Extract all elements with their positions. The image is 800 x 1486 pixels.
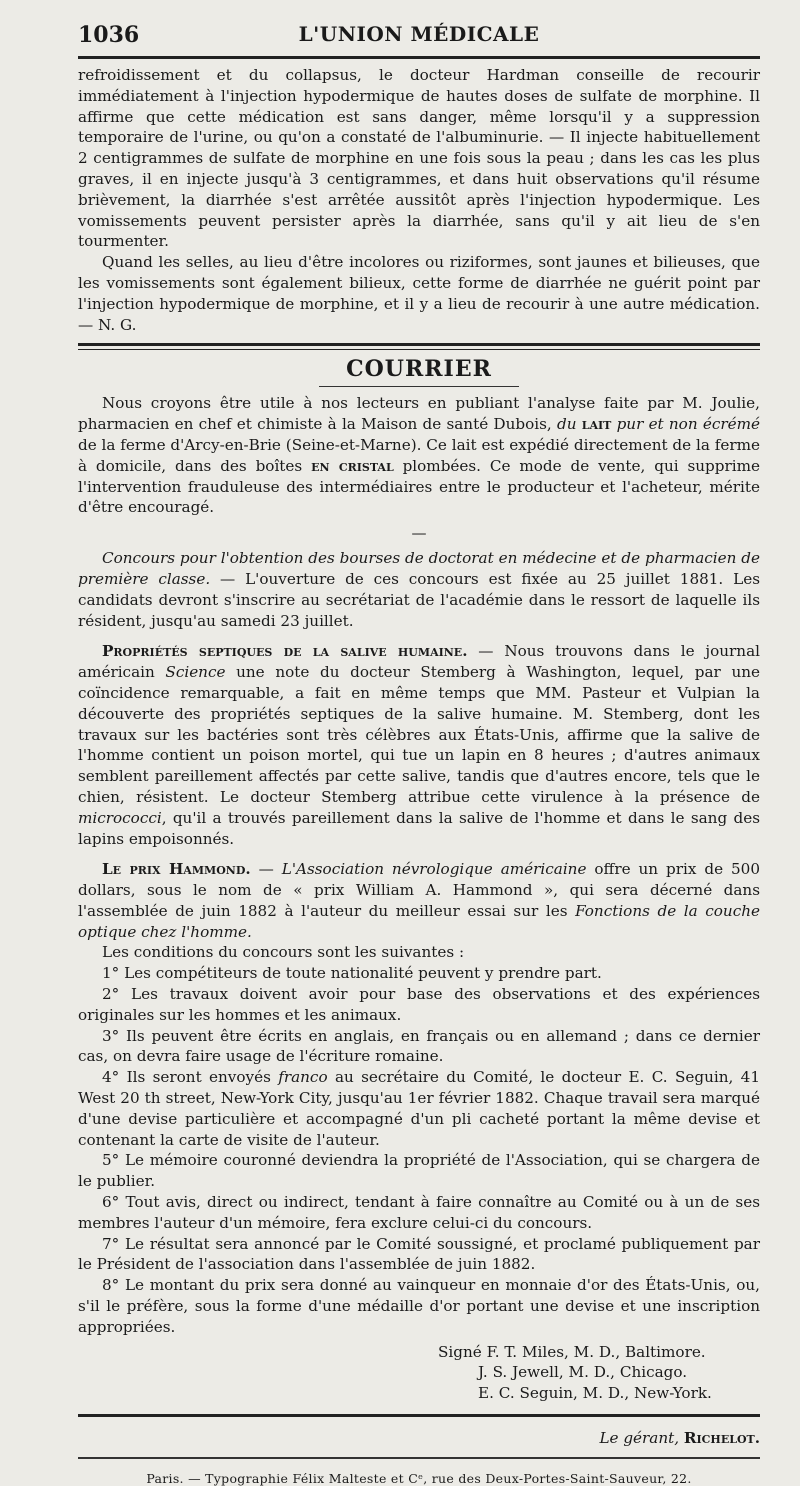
intro-paragraph-1: refroidissement et du collapsus, le docteur Hardman conseille de recourir immédiatement à l'injection hypodermique de hautes doses de sulfate de morphine. Il affirme que cette médication est sans danger, même lorsqu'il y a suppression temporaire de l'urine, ou qu'on a constaté de l'albuminurie. — Il injecte habituellement 2 centigrammes de sulfate de morphine en une fois sous la peau ; dans les cas les plus graves, il en injecte jusqu'à 3 centigrammes, et dans huit observations qu'il résume brièvement, la diarrhée s'est arrêtée aussitôt après l'injection hypodermique. Les vomissements peuvent persister après la diarrhée, sans qu'il y ait lieu de s'en tourmenter. [78,66,760,251]
milk-italic: pur et non écrémé [611,415,760,434]
intro-paragraph-2: Quand les selles, au lieu d'être incolores ou riziformes, sont jaunes et bilieuses, que les vomissements sont également bilieux, cette forme de diarrhée ne guérit point par l'injection hypodermique de morphine, et il y a lieu de recourir à une autre médication. — N. G. [78,253,760,334]
signature-line: Signé F. T. Miles, M. D., Baltimore. [438,1342,706,1361]
condition-item: 5° Le mémoire couronné deviendra la propriété de l'Association, qui se chargera de le publier. [78,1151,760,1191]
milk-text-a: Nous croyons être utile à nos lecteurs en publiant l'analyse faite par M. Joulie, pharmacien en chef et chimiste à la Maison de santé Dubois, [78,394,760,434]
hammond-label: Le prix Hammond. [102,860,251,879]
condition-item: 1° Les compétiteurs de toute nationalité peuvent y prendre part. [102,964,602,983]
condition-item: 8° Le montant du prix sera donné au vainqueur en monnaie d'or des États-Unis, ou, s'il le préfère, sous la forme d'une médaille d'or portant une devise et une inscription appropriées. [78,1276,760,1336]
salive-micrococci: micrococci [78,808,162,827]
condition-item: 6° Tout avis, direct ou indirect, tendant à faire connaître au Comité ou à un de ses membres l'auteur d'un mémoire, fera exclure celui-ci du concours. [78,1193,760,1232]
title-underline [319,386,519,387]
section-title: COURRIER [346,356,492,383]
milk-text-b: de la ferme d'Arcy-en-Brie (Seine-et-Marne). Ce lait est expédié directement de la ferme à domicile, dans des boîtes [78,435,760,475]
header-rule [78,56,760,59]
milk-lait: lait [581,415,612,434]
milk-en-cristal: en cristal [311,456,394,475]
running-head [78,0,760,56]
condition-4-franco: franco [278,1068,328,1087]
condition-4-text-b: au secrétaire du Comité, le docteur E. C. Seguin, 41 West 20 th street, New-York City, jusqu'au 1er février 1882. Chaque travail sera marqué d'une devise particulière et accompagné d'un pli cacheté portant la même devise et contenant la carte de visite de l'auteur. [78,1068,760,1149]
hammond-text-a: — [250,860,282,879]
salive-label: Propriétés septiques de la salive humaine. [102,642,468,661]
salive-journal: Science [165,663,226,682]
hammond-text-b: offre un prix de 500 dollars, sous le nom de « prix William A. Hammond », qui sera décerné dans l'assemblée de juin 1882 à l'auteur du meilleur essai sur les [78,860,760,920]
courrier-item-salive [78,641,760,849]
courrier-item-concours [78,548,760,631]
item-separator: — [411,524,427,543]
condition-item: 2° Les travaux doivent avoir pour base des observations et des expériences originales sur les hommes et les animaux. [78,985,760,1024]
gerant-name: Richelot. [683,1429,760,1448]
footer-rule [78,1414,760,1417]
concours-title: Concours pour l'obtention des bourses de doctorat en médecine et de pharmacien de première classe. [78,549,760,588]
signature-line: E. C. Seguin, M. D., New-York. [478,1384,712,1403]
concours-text: — L'ouverture de ces concours est fixée au 25 juillet 1881. Les candidats devront s'inscrire au secrétariat de l'académie dans le ressort de laquelle ils résident, jusqu'au samedi 23 juillet. [78,569,760,630]
hammond-association: L'Association névrologique américaine [281,860,587,879]
signature-line: J. S. Jewell, M. D., Chicago. [478,1363,688,1382]
page-number: 1036 [78,22,140,48]
milk-du: du [556,415,582,434]
salive-text-b: une note du docteur Stemberg à Washington, lequel, par une coïncidence remarquable, a fait en même temps que MM. Pasteur et Vulpian la découverte des propriétés septiques de la salive humaine. M. Stemberg, dont les travaux sur les bactéries sont très célèbres aux États-Unis, affirme que la salive de l'homme contient un poison mortel, qui tue un lapin en 8 heures ; d'autres animaux semblent pareillement affectés par cette salive, tandis que d'autres encore, tels que le chien, résistent. Le docteur Stemberg attribue cette virulence à la présence de [78,663,760,806]
imprint-rule [78,1457,760,1459]
conditions-intro: Les conditions du concours sont les suivantes : [102,943,465,962]
gerant-line [78,1429,760,1447]
journal-title: L'UNION MÉDICALE [298,22,540,46]
condition-item-4 [78,1067,760,1150]
condition-4-text-a: 4° Ils seront envoyés [102,1068,279,1087]
gerant-label: Le gérant, [599,1429,680,1448]
salive-text-a: — Nous trouvons dans le journal américain [78,642,760,682]
courrier-item-milk [78,393,760,518]
salive-text-c: , qu'il a trouvés pareillement dans la salive de l'homme et dans le sang des lapins empoisonnés. [78,808,760,848]
milk-text-c: plombées. Ce mode de vente, qui supprime l'intervention frauduleuse des intermédiaires entre le producteur et l'acheteur, mérite d'être encouragé. [78,456,760,517]
condition-item: 7° Le résultat sera annoncé par le Comité soussigné, et proclamé publiquement par le Président de l'association dans l'assemblée de juin 1882. [78,1234,760,1274]
signature-block [78,1342,760,1404]
section-rule [78,343,760,350]
imprint: Paris. — Typographie Félix Malteste et Cᵉ, rue des Deux-Portes-Saint-Sauveur, 22. [146,1471,692,1486]
hammond-topic: Fonctions de la couche optique chez l'homme. [78,901,760,941]
condition-item: 3° Ils peuvent être écrits en anglais, en français ou en allemand ; dans ce dernier cas, on devra faire usage de l'écriture romaine. [78,1026,760,1066]
courrier-item-hammond [78,859,760,942]
